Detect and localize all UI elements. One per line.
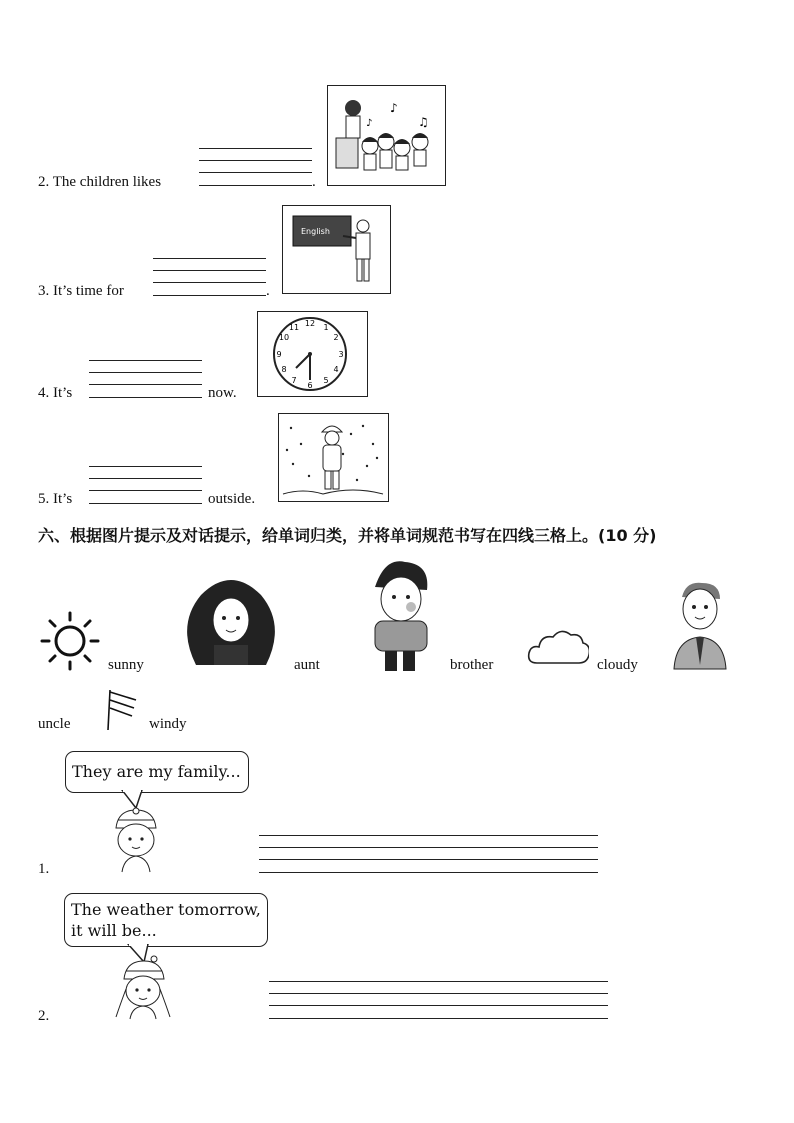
speech-text-line-1: The weather tomorrow, (71, 900, 261, 919)
wind-flag-icon (104, 688, 144, 732)
item-number: 1. (38, 861, 50, 877)
svg-text:♫: ♫ (418, 115, 429, 129)
svg-text:9: 9 (276, 350, 282, 359)
word-windy: windy (149, 716, 187, 732)
section-heading: 六、根据图片提示及对话提示，给单词归类，并将单词规范书写在四线三格上。(10 分) (38, 526, 657, 545)
question-prompt: It’s time for (53, 283, 124, 299)
clock-picture (257, 311, 368, 397)
speech-bubble (65, 751, 249, 793)
question-suffix: . (266, 283, 270, 299)
cloud-icon (527, 625, 589, 670)
brother-picture (357, 557, 442, 672)
svg-text:12: 12 (304, 319, 316, 328)
question-prompt: It’s (53, 385, 73, 401)
writing-lines[interactable] (269, 981, 608, 1021)
speech-text-line-2: it will be... (71, 921, 157, 940)
sun-icon (38, 610, 102, 672)
writing-lines[interactable] (259, 835, 598, 875)
english-class-picture (282, 205, 391, 294)
svg-text:8: 8 (281, 365, 287, 374)
question-number: 2. (38, 174, 50, 190)
speech-text: They are my family... (72, 762, 241, 781)
svg-text:3: 3 (338, 350, 344, 359)
question-suffix: . (312, 174, 316, 190)
question-4-text (38, 385, 72, 402)
writing-lines[interactable] (199, 148, 312, 188)
blackboard-text: English (301, 227, 330, 236)
svg-text:7: 7 (291, 376, 297, 385)
question-2-text (38, 174, 161, 191)
writing-lines[interactable] (89, 466, 202, 506)
question-3-text (38, 283, 124, 300)
writing-lines[interactable] (153, 258, 266, 298)
svg-text:10: 10 (278, 333, 290, 342)
word-uncle: uncle (38, 716, 71, 732)
question-prompt: It’s (53, 491, 73, 507)
uncle-picture (672, 579, 728, 671)
svg-text:♪: ♪ (366, 118, 373, 129)
svg-text:4: 4 (333, 365, 339, 374)
question-suffix: now. (208, 385, 237, 401)
item-number: 2. (38, 1008, 50, 1024)
question-number: 4. (38, 385, 50, 401)
word-aunt: aunt (294, 657, 320, 673)
svg-text:1: 1 (323, 323, 329, 332)
snowy-day-picture (278, 413, 389, 502)
question-number: 3. (38, 283, 50, 299)
boy-character (108, 806, 162, 874)
svg-text:♪: ♪ (390, 101, 398, 115)
speech-bubble (64, 893, 268, 947)
aunt-picture (176, 575, 286, 670)
word-sunny: sunny (108, 657, 144, 673)
question-number: 5. (38, 491, 50, 507)
svg-text:2: 2 (333, 333, 339, 342)
question-prompt: The children likes (52, 174, 162, 190)
svg-text:11: 11 (288, 323, 300, 332)
question-5-text (38, 491, 72, 508)
svg-text:5: 5 (323, 376, 329, 385)
svg-text:6: 6 (307, 381, 313, 390)
girl-character (110, 955, 176, 1021)
writing-lines[interactable] (89, 360, 202, 400)
word-brother: brother (450, 657, 494, 673)
word-cloudy: cloudy (597, 657, 638, 673)
question-suffix: outside. (208, 491, 256, 507)
children-singing-picture (327, 85, 446, 186)
